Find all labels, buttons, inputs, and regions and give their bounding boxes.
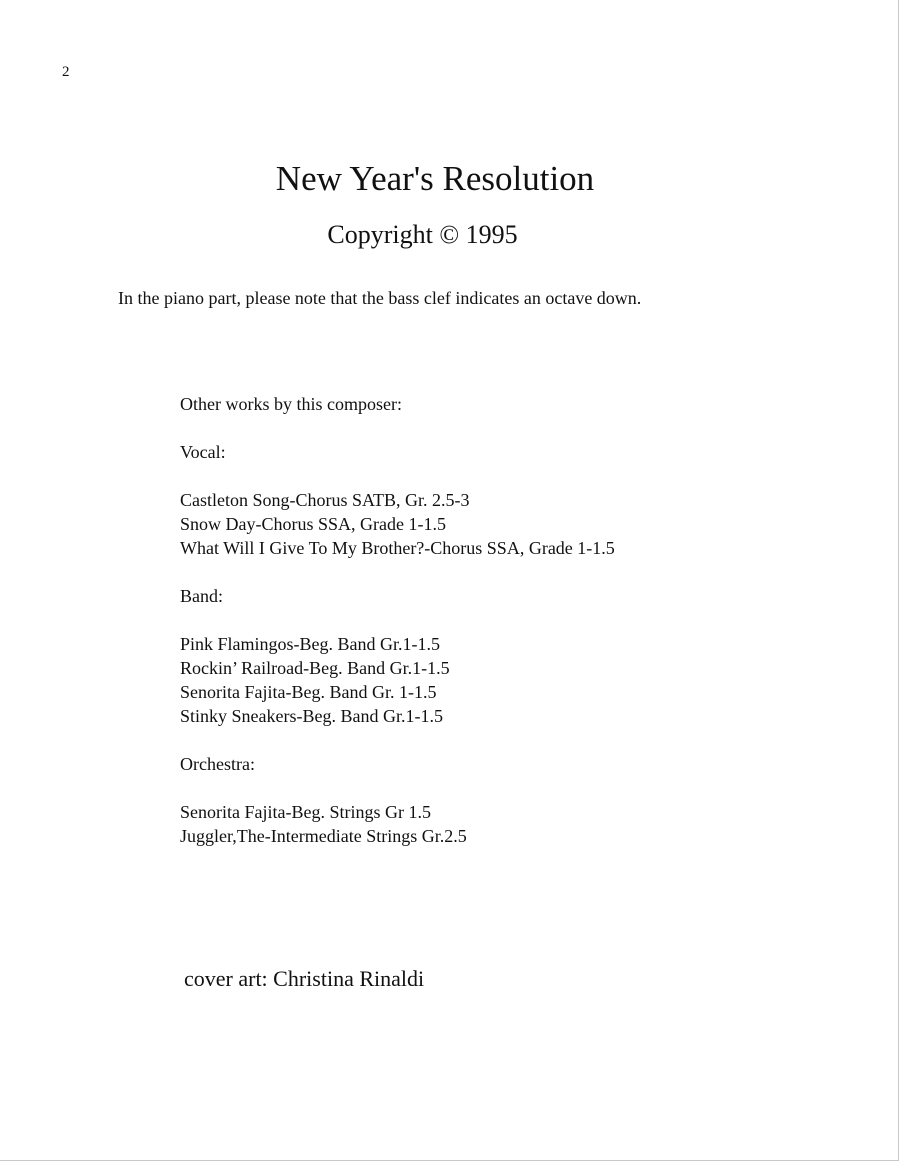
other-works-section (180, 392, 615, 848)
page-title: New Year's Resolution (275, 159, 595, 198)
band-item: Pink Flamingos-Beg. Band Gr.1-1.5 (180, 634, 440, 654)
orchestra-item: Juggler,The-Intermediate Strings Gr.2.5 (180, 826, 467, 846)
page-number: 2 (62, 64, 70, 80)
band-item: Stinky Sneakers-Beg. Band Gr.1-1.5 (180, 706, 443, 726)
spacer (180, 560, 615, 584)
spacer (180, 728, 615, 752)
orchestra-heading: Orchestra: (180, 754, 255, 774)
other-works-heading: Other works by this composer: (180, 394, 402, 414)
piano-note: In the piano part, please note that the bass clef indicates an octave down. (118, 288, 642, 308)
copyright-line: Copyright © 1995 (327, 220, 518, 249)
spacer (180, 608, 615, 632)
vocal-item: Castleton Song-Chorus SATB, Gr. 2.5-3 (180, 490, 470, 510)
spacer (180, 416, 615, 440)
cover-art-credit: cover art: Christina Rinaldi (184, 966, 425, 991)
band-item: Rockin’ Railroad-Beg. Band Gr.1-1.5 (180, 658, 450, 678)
vocal-item: Snow Day-Chorus SSA, Grade 1-1.5 (180, 514, 446, 534)
spacer (180, 464, 615, 488)
spacer (180, 776, 615, 800)
band-item: Senorita Fajita-Beg. Band Gr. 1-1.5 (180, 682, 437, 702)
orchestra-item: Senorita Fajita-Beg. Strings Gr 1.5 (180, 802, 431, 822)
vocal-heading: Vocal: (180, 442, 226, 462)
vocal-item: What Will I Give To My Brother?-Chorus SSA, Grade 1-1.5 (180, 538, 615, 558)
band-heading: Band: (180, 586, 223, 606)
